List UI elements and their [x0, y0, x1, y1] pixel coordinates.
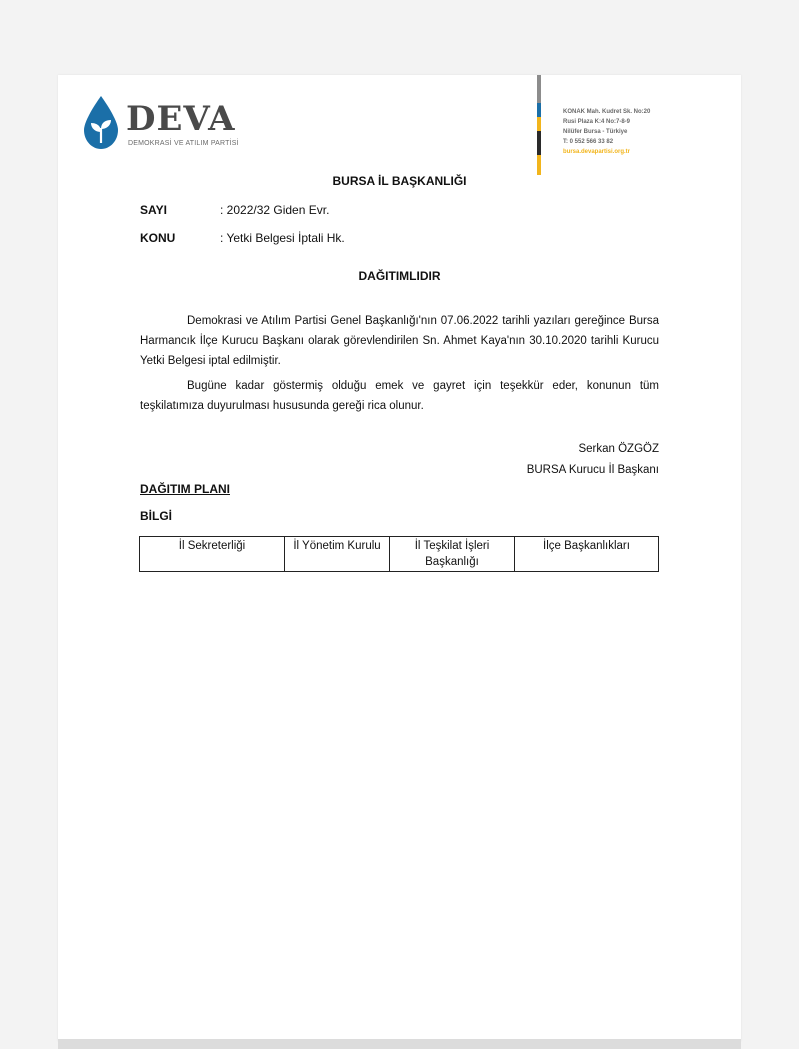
konu-value: : Yetki Belgesi İptali Hk.	[220, 231, 345, 245]
deva-logo	[82, 95, 252, 155]
signer-title: BURSA Kurucu İl Başkanı	[526, 464, 659, 476]
water-drop-leaf-icon	[82, 95, 120, 151]
contact-block	[563, 107, 650, 157]
table-row	[140, 537, 659, 572]
table-cell: İlçe Başkanlıkları	[515, 537, 659, 572]
body-paragraph-1: Demokrasi ve Atılım Partisi Genel Başkanlığı'nın 07.06.2022 tarihli yazıları gereğince Bursa Harmancık İlçe Kurucu Başkanı olarak görevlendirilen Sn. Ahmet Kaya'nın 30.10.2020 tarihli Kurucu Yetki Belgesi iptal edilmiştir.	[140, 315, 659, 367]
document-heading: DAĞITIMLIDIR	[358, 269, 441, 283]
table-cell: İl Sekreterliği	[140, 537, 285, 572]
sayi-label: SAYI	[140, 203, 167, 217]
header-color-bar	[537, 75, 541, 175]
bilgi-label: BİLGİ	[140, 509, 172, 523]
distribution-table	[139, 536, 659, 572]
konu-label: KONU	[140, 231, 176, 245]
table-cell: İl Teşkilat İşleri Başkanlığı	[390, 537, 515, 572]
logo-subtitle: DEMOKRASİ VE ATILIM PARTİSİ	[128, 140, 239, 147]
distribution-plan-title: DAĞITIM PLANI	[140, 482, 230, 496]
contact-address-1: KONAK Mah. Kudret Sk. No:20	[563, 109, 651, 115]
contact-address-3: Nilüfer Bursa - Türkiye	[563, 129, 628, 135]
body-paragraph-2: Bugüne kadar göstermiş olduğu emek ve gayret için teşekkür eder, konunun tüm teşkilatımıza duyurulması hususunda gereği rica olunur.	[140, 380, 659, 412]
document-page	[58, 75, 741, 1041]
signer-name: Serkan ÖZGÖZ	[578, 443, 659, 455]
table-cell: İl Yönetim Kurulu	[285, 537, 390, 572]
contact-website: bursa.devapartisi.org.tr	[563, 149, 631, 155]
page-bottom-edge	[58, 1039, 741, 1049]
logo-wordmark: DEVA	[126, 99, 236, 139]
sayi-value: : 2022/32 Giden Evr.	[220, 203, 330, 217]
office-title: BURSA İL BAŞKANLIĞI	[332, 174, 467, 188]
signature-block	[527, 439, 659, 481]
contact-address-2: Rusi Plaza K:4 No:7-8-9	[563, 119, 631, 125]
contact-phone: T: 0 552 566 33 82	[563, 139, 614, 145]
